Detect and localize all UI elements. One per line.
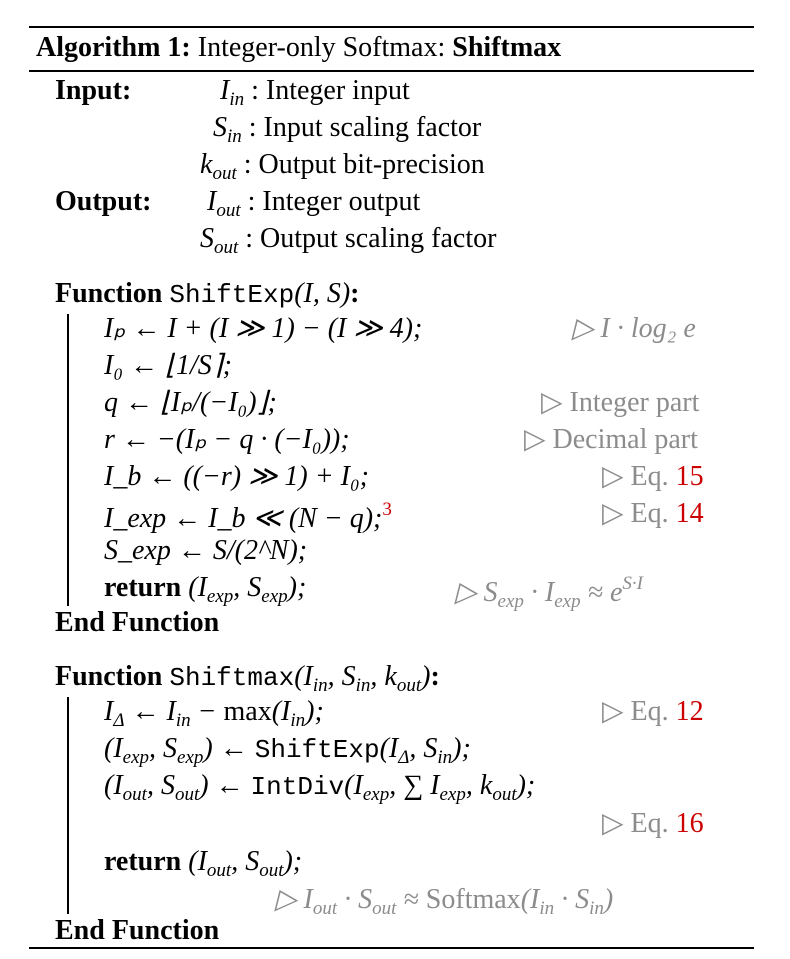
algorithm-title	[36, 34, 561, 62]
code-line: I_exp ← I_b ≪ (N − q);	[104, 503, 383, 534]
fn1-line-8	[104, 574, 306, 606]
top-rule	[29, 26, 754, 28]
fn1-comment-8: ▷ $S_{exp} \cdot I_{exp} \approx e^{S\cdot I}$	[455, 573, 643, 612]
fn2-scope-bar	[67, 697, 69, 914]
comment-prefix: ▷ Eq.	[602, 498, 676, 529]
io-symbol: S	[213, 112, 227, 143]
function-name: ShiftExp	[169, 280, 295, 310]
fn2-line-4	[104, 848, 302, 880]
io-subscript: out	[212, 163, 237, 184]
fn1-line-6	[104, 500, 392, 533]
input-label: Input:	[55, 75, 132, 106]
io-symbol: I	[220, 75, 230, 106]
fn2-line-2: ($I_{exp}$, $S_{exp}$) ← $ShiftExp(I_\Delta$, $S_{in}$);	[104, 733, 471, 768]
return-expression: ($I_{out}$, $S_{out}$);	[188, 846, 303, 881]
call-intdiv: IntDiv	[250, 772, 345, 802]
output-label: Output:	[55, 186, 152, 217]
io-description: : Output bit-precision	[243, 149, 485, 180]
equation-ref-link[interactable]: 12	[675, 696, 704, 727]
equation-ref-link[interactable]: 16	[675, 808, 704, 839]
fn2-line-1: $I_\Delta$ ← $I_{in} - \max(I_{in})$;	[104, 696, 324, 731]
call-shiftexp: ShiftExp	[254, 735, 380, 765]
input-row-1	[220, 77, 410, 109]
io-description: : Output scaling factor	[245, 223, 497, 254]
fn1-comment-4: ▷ Decimal part	[524, 424, 698, 455]
io-subscript: out	[214, 237, 239, 258]
fn1-line-3: q ← ⌊Iₚ/(−I₀)⌋;	[104, 387, 277, 418]
function-colon: :	[350, 278, 360, 309]
return-expression: ($I_{exp}$, $S_{exp}$);	[188, 572, 307, 607]
function-args: ($I_{in}$, $S_{in}$, $k_{out}$)	[294, 661, 431, 696]
function-colon: :	[430, 661, 440, 692]
header-rule	[29, 70, 754, 72]
io-subscript: out	[216, 200, 241, 221]
output-row-1	[207, 188, 420, 220]
comment-prefix: ▷ Eq.	[602, 461, 676, 492]
equation-ref-link[interactable]: 15	[675, 461, 704, 492]
io-description: : Integer input	[251, 75, 410, 106]
comment-prefix: ▷ Eq.	[602, 696, 676, 727]
footnote-marker[interactable]: 3	[382, 499, 392, 520]
fn1-comment-6	[602, 500, 704, 528]
return-keyword: return	[104, 572, 182, 603]
fn1-end: End Function	[55, 607, 220, 638]
fn1-scope-bar	[67, 314, 69, 606]
function-keyword: Function	[55, 278, 163, 309]
fn1-line-2: I₀ ← ⌊1/S⌉;	[104, 350, 233, 381]
fn1-comment-3: ▷ Integer part	[541, 387, 700, 418]
io-subscript: in	[229, 89, 245, 110]
fn1-line-1: Iₚ ← I + (I ≫ 1) − (I ≫ 4);	[104, 313, 423, 344]
fn1-comment-5	[602, 463, 704, 491]
fn2-comment-3	[602, 810, 704, 838]
function-name: Shiftmax	[169, 663, 295, 693]
fn1-line-4: r ← −(Iₚ − q · (−I₀));	[104, 424, 350, 455]
io-description: : Input scaling factor	[248, 112, 482, 143]
algorithm-title-plain: Integer-only Softmax:	[197, 32, 446, 63]
fn2-comment-final: ▷ $I_{out} \cdot S_{out}$ ≈ $Softmax(I_{in} \cdot S_{in})$	[275, 884, 614, 919]
io-symbol: S	[200, 223, 214, 254]
input-row-2	[213, 114, 481, 146]
input-row-3	[200, 151, 485, 183]
algorithm-label: Algorithm 1:	[36, 32, 191, 63]
fn1-line-7: S_exp ← S/(2^N);	[104, 535, 308, 566]
output-row-2	[200, 225, 496, 257]
fn2-comment-1	[602, 698, 704, 726]
fn2-line-3: ($I_{out}$, $S_{out}$) ← $IntDiv(I_{exp}$, ∑ $I_{exp}$, $k_{out}$);	[104, 770, 536, 805]
io-subscript: in	[227, 126, 242, 147]
function-keyword: Function	[55, 661, 163, 692]
function-args: (I, S)	[294, 278, 351, 309]
fn1-header	[55, 280, 360, 308]
io-symbol: k	[200, 149, 213, 180]
io-description: : Integer output	[247, 186, 421, 217]
comment-prefix: ▷ Eq.	[602, 808, 676, 839]
fn2-end: End Function	[55, 915, 220, 946]
algorithm-title-bold: Shiftmax	[452, 32, 562, 63]
bottom-rule	[29, 947, 754, 949]
fn1-line-5: I_b ← ((−r) ≫ 1) + I₀;	[104, 461, 370, 492]
return-keyword: return	[104, 846, 182, 877]
fn2-header	[55, 663, 440, 695]
equation-ref-link[interactable]: 14	[675, 498, 704, 529]
io-symbol: I	[207, 186, 217, 217]
fn1-comment-1: ▷ I · log₂ e	[572, 313, 696, 344]
